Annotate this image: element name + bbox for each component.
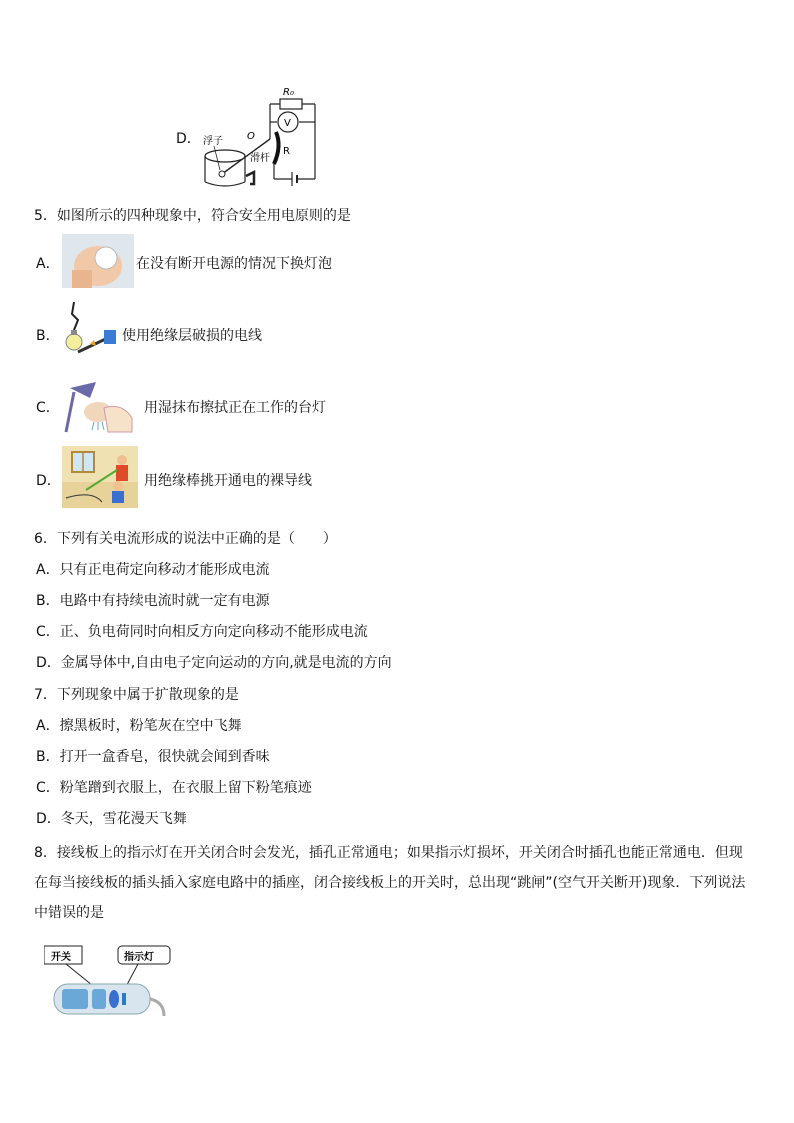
q7-stem: 7．下列现象中属于扩散现象的是 (34, 687, 239, 703)
insulating-rod-picture (62, 446, 138, 508)
q6-option-a: A．只有正电荷定向移动才能形成电流 (36, 562, 270, 578)
damaged-wire-picture (60, 300, 122, 362)
q4-option-d-label: D． (176, 131, 201, 147)
q5-option-c-label: C． (36, 400, 60, 416)
q5-stem: 5．如图所示的四种现象中，符合安全用电原则的是 (34, 208, 351, 224)
svg-text:R: R (283, 146, 290, 157)
switch-callout-label: 开关 (51, 952, 71, 963)
svg-text:V: V (284, 118, 291, 129)
indicator-callout-label: 指示灯 (124, 952, 154, 963)
pivot-label: O (247, 131, 255, 142)
q5-option-a-label: A． (36, 256, 60, 272)
float-circuit-diagram (200, 84, 330, 190)
resistor-r-icon (274, 132, 279, 164)
q7-option-d: D．冬天，雪花漫天飞舞 (36, 811, 187, 827)
q5-option-b-text: 使用绝缘层破损的电线 (122, 328, 262, 344)
q8-stem: 8．接线板上的指示灯在开关闭合时会发光，插孔正常通电；如果指示灯损坏，开关闭合时插孔也能正常通电．但现在每当接线板的插头插入家庭电路中的插座，闭合接线板上的开关时，总出现“跳闸”(空气开关断开)现象．下列说法中错误的是 (34, 845, 746, 921)
power-strip-picture (44, 944, 174, 1020)
q7-option-c: C．粉笔蹭到衣服上，在衣服上留下粉笔痕迹 (36, 780, 312, 796)
r0-label: R₀ (283, 87, 294, 98)
desk-lamp-picture (60, 382, 134, 434)
q5-option-b-label: B． (36, 328, 60, 344)
indicator-light-icon (109, 990, 119, 1008)
q5-option-c-text: 用湿抹布擦拭正在工作的台灯 (144, 400, 326, 416)
hand-bulb-picture (62, 234, 134, 288)
float-label: 浮子 (203, 136, 223, 147)
q7-option-a: A．擦黑板时，粉笔灰在空中飞舞 (36, 718, 242, 734)
q6-option-c: C．正、负电荷同时向相反方向定向移动不能形成电流 (36, 624, 368, 640)
q6-option-d: D．金属导体中,自由电子定向运动的方向,就是电流的方向 (36, 655, 392, 671)
q5-option-d-text: 用绝缘棒挑开通电的裸导线 (144, 473, 312, 489)
q6-option-b: B．电路中有持续电流时就一定有电源 (36, 593, 270, 609)
q6-stem: 6．下列有关电流形成的说法中正确的是（ ） (34, 531, 337, 547)
lever-label: 滑杆 (250, 153, 270, 164)
q5-option-a-text: 在没有断开电源的情况下换灯泡 (136, 256, 332, 272)
q5-option-d-label: D． (36, 473, 61, 489)
q7-option-b: B．打开一盒香皂，很快就会闻到香味 (36, 749, 270, 765)
